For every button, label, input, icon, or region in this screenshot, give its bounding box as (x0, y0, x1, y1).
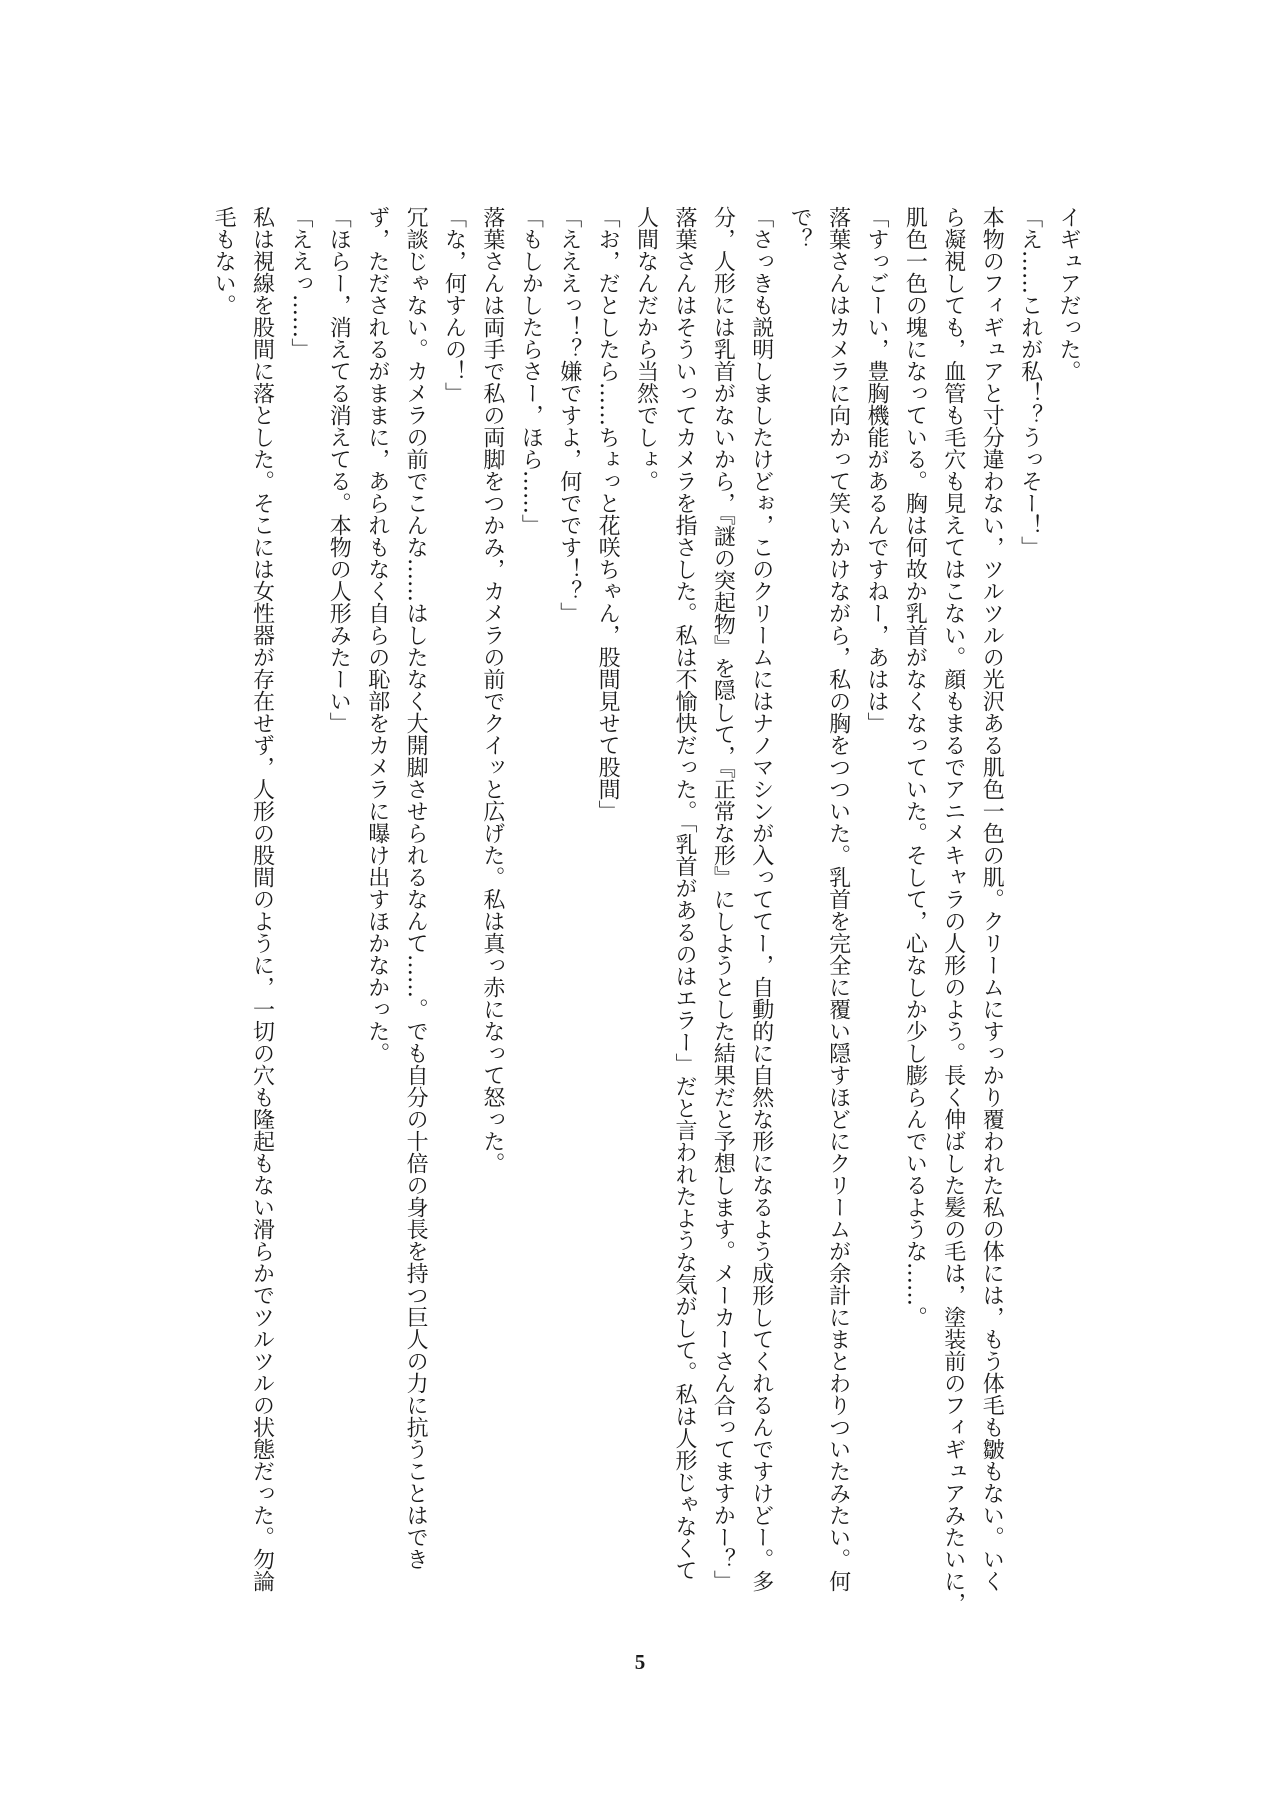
text-column: 毛もない。 (211, 206, 237, 316)
text-column: 落葉さんはカメラに向かって笑いかけながら，私の胸をつついた。乳首を完全に覆い隠すほどにクリームが余計にまとわりついたみたい。何 (825, 206, 851, 1592)
text-column: 本物のフィギュアと寸分違わない，ツルツルの光沢ある肌色一色の肌。クリームにすっかり覆われた私の体には，もう体毛も皺もない。いく (979, 206, 1005, 1592)
page-number: 5 (634, 1650, 646, 1674)
text-column: 「すっごーい，豊胸機能があるんですねー，あはは」 (863, 206, 889, 734)
text-column: 私は視線を股間に落とした。そこには女性器が存在せず，人形の股間のように，一切の穴も隆起もない滑らかでツルツルの状態だった。勿論 (249, 206, 275, 1592)
text-column: 「ええっ……」 (287, 206, 313, 360)
text-column: 落葉さんはそういってカメラを指さした。私は不愉快だった。「乳首があるのはエラー」だと言われたような気がして。私は人形じゃなくて (671, 206, 697, 1581)
text-column: 「もしかしたらさー，ほら……」 (518, 206, 544, 536)
text-column: 「さっきも説明しましたけどぉ，このクリームにはナノマシンが入っててー，自動的に自然な形になるよう成形してくれるんですけどー。多 (748, 206, 774, 1592)
text-column: ら凝視しても，血管も毛穴も見えてはこない。顔もまるでアニメキャラの人形のよう。長く伸ばした髪の毛は，塗装前のフィギュアみたいに， (940, 206, 966, 1614)
text-column: イギュアだった。 (1056, 206, 1081, 382)
text-column: 肌色一色の塊になっている。胸は何故か乳首がなくなっていた。そして，心なしか少し膨らんでいるような……。 (902, 206, 928, 1328)
text-column: 「お，だとしたら……ちょっと花咲ちゃん，股間見せて股間」 (595, 206, 621, 822)
text-column: 「え……これが私！？うっそー！」 (1017, 206, 1043, 558)
text-column: 「な，何すんの！」 (441, 206, 467, 404)
text-column: 「えええっ！？嫌ですよ，何でです！？」 (556, 206, 582, 624)
text-column: 人間なんだから当然でしょ。 (633, 206, 659, 492)
vertical-text-body (197, 206, 1087, 1636)
text-column: 落葉さんは両手で私の両脚をつかみ，カメラの前でクイッと広げた。私は真っ赤になって怒った。 (479, 206, 505, 1174)
text-column: ず，ただされるがままに，あられもなく自らの恥部をカメラに曝け出すほかなかった。 (364, 206, 390, 1064)
text-column: 「ほらー，消えてる消えてる。本物の人形みたーい」 (326, 206, 352, 734)
text-column: 分，人形には乳首がないから，『謎の突起物』を隠して，『正常な形』にしようとした結果だと予想します。メーカーさん合ってますかー？」 (710, 206, 736, 1592)
text-column: 冗談じゃない。カメラの前でこんな……はしたなく大開脚させられるなんて……。でも自分の十倍の身長を持つ巨人の力に抗うことはでき (403, 206, 429, 1570)
text-column: で？ (787, 206, 813, 250)
